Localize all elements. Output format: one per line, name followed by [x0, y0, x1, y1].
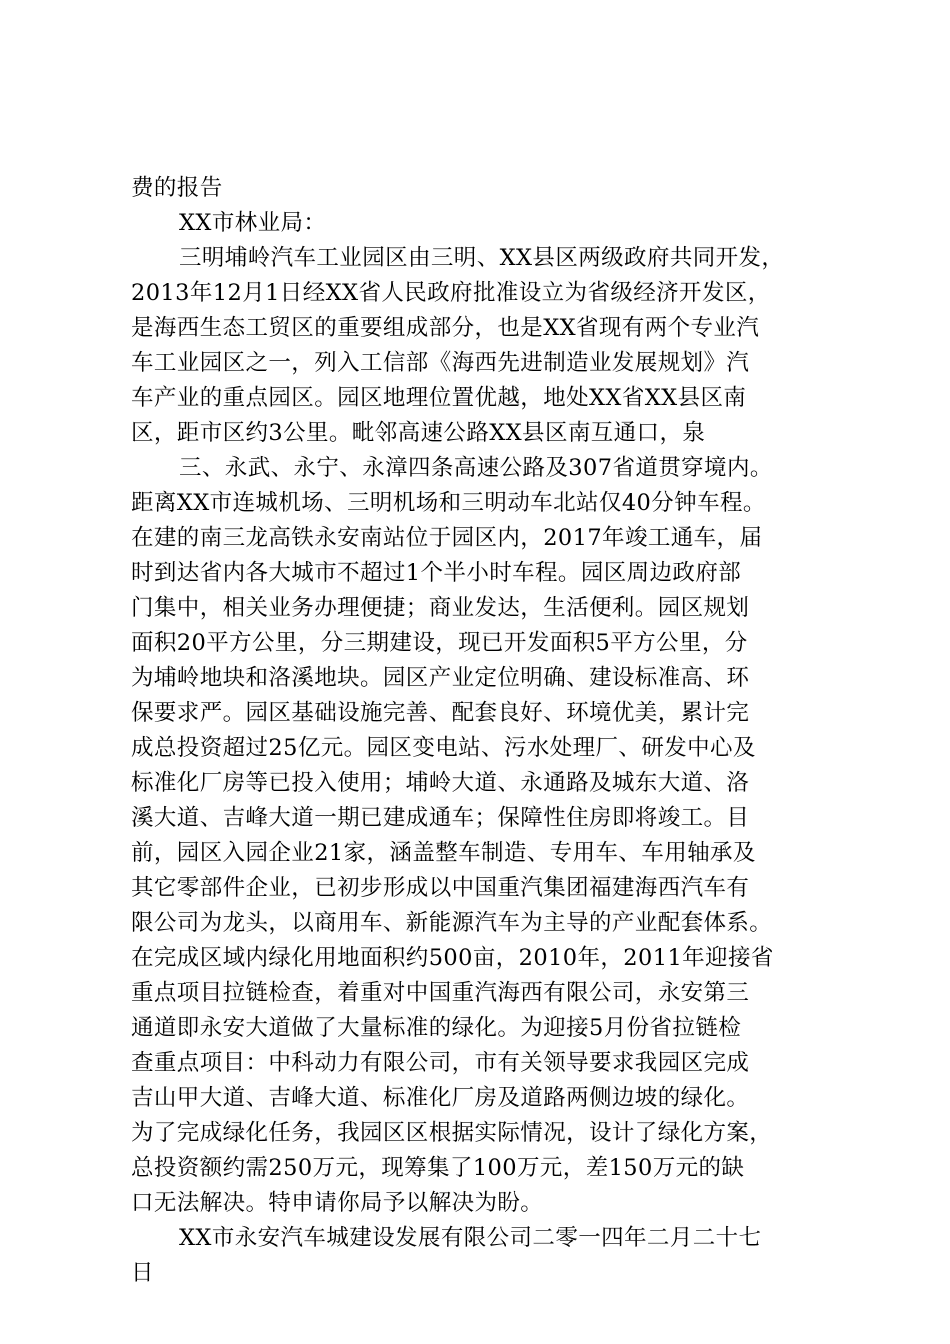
paragraph-line: 查重点项目：中科动力有限公司，市有关领导要求我园区完成: [131, 1050, 750, 1076]
paragraph-line: 为埔岭地块和洛溪地块。园区产业定位明确、建设标准高、环: [131, 665, 750, 691]
paragraph-line: 在完成区域内绿化用地面积约500亩，2010年，2011年迎接省: [131, 945, 774, 971]
paragraph-line: 时到达省内各大城市不超过1个半小时车程。园区周边政府部: [131, 560, 742, 586]
paragraph-line: 面积20平方公里，分三期建设，现已开发面积5平方公里，分: [131, 630, 748, 656]
paragraph-line: 成总投资超过25亿元。园区变电站、污水处理厂、研发中心及: [131, 735, 756, 761]
paragraph-line: 口无法解决。特申请你局予以解决为盼。: [131, 1190, 544, 1216]
paragraph-line: 距离XX市连城机场、三明机场和三明动车北站仅40分钟车程。: [131, 490, 766, 516]
signature-tail: 日: [131, 1260, 154, 1286]
paragraph-line: 为了完成绿化任务，我园区区根据实际情况，设计了绿化方案，: [131, 1120, 773, 1146]
paragraph-line: 区，距市区约3公里。毗邻高速公路XX县区南互通口，泉: [131, 420, 706, 446]
salutation: XX市林业局：: [179, 210, 327, 236]
paragraph-line: 车产业的重点园区。园区地理位置优越，地处XX省XX县区南: [131, 385, 747, 411]
document-body: [131, 171, 851, 1291]
paragraph-line: 保要求严。园区基础设施完善、配套良好、环境优美，累计完: [131, 700, 750, 726]
signature-line: XX市永安汽车城建设发展有限公司二零一四年二月二十七: [179, 1225, 762, 1251]
paragraph-line: 标准化厂房等已投入使用；埔岭大道、永通路及城东大道、洛: [131, 770, 750, 796]
paragraph-line: 限公司为龙头，以商用车、新能源汽车为主导的产业配套体系。: [131, 910, 773, 936]
paragraph-line: 溪大道、吉峰大道一期已建成通车；保障性住房即将竣工。目: [131, 805, 750, 831]
paragraph-line: 三明埔岭汽车工业园区由三明、XX县区两级政府共同开发，: [179, 245, 785, 271]
paragraph-line: 吉山甲大道、吉峰大道、标准化厂房及道路两侧边坡的绿化。: [131, 1085, 750, 1111]
paragraph-line: 车工业园区之一，列入工信部《海西先进制造业发展规划》汽: [131, 350, 750, 376]
paragraph-line: 通道即永安大道做了大量标准的绿化。为迎接5月份省拉链检: [131, 1015, 742, 1041]
paragraph-line: 门集中，相关业务办理便捷；商业发达，生活便利。园区规划: [131, 595, 750, 621]
paragraph-line: 总投资额约需250万元，现筹集了100万元，差150万元的缺: [131, 1155, 745, 1181]
paragraph-line: 其它零部件企业，已初步形成以中国重汽集团福建海西汽车有: [131, 875, 750, 901]
paragraph-line: 在建的南三龙高铁永安南站位于园区内，2017年竣工通车，届: [131, 525, 763, 551]
paragraph-line: 重点项目拉链检查，着重对中国重汽海西有限公司，永安第三: [131, 980, 750, 1006]
paragraph-line: 前，园区入园企业21家，涵盖整车制造、专用车、车用轴承及: [131, 840, 756, 866]
paragraph-line: 三、永武、永宁、永漳四条高速公路及307省道贯穿境内。: [179, 455, 773, 481]
paragraph-line: 2013年12月1日经XX省人民政府批准设立为省级经济开发区，: [131, 280, 771, 306]
paragraph-line: 是海西生态工贸区的重要组成部分，也是XX省现有两个专业汽: [131, 315, 760, 341]
title-fragment: 费的报告: [131, 175, 223, 201]
